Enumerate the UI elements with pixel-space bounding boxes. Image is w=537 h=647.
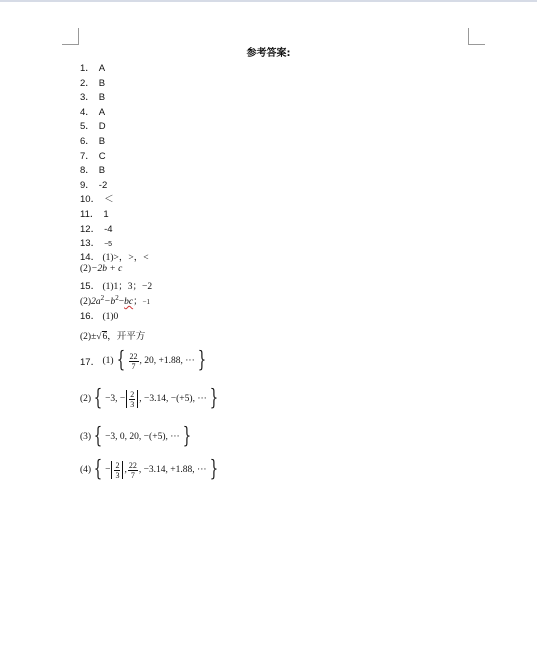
abs-bar [111,461,112,479]
answer-row [80,118,106,132]
answer-value: -4 [104,223,113,235]
left-brace: { [93,386,103,411]
answer-value: A [98,106,106,118]
answer-number: 13． [80,238,101,250]
answer-number: 11． [80,209,100,220]
answer-value: −5 [104,241,113,249]
answer-value: 1 [103,209,109,220]
answer-row [80,221,113,235]
answer-14-part2: (2)−2b + c [80,264,123,274]
answer-number: 1． [80,63,95,74]
fraction: $\frac{2}{3}$ [115,460,120,480]
answer-number: 4． [80,106,95,118]
left-brace: { [93,457,103,482]
left-brace: { [93,424,103,449]
answer-17-part2: (2) { −3, − $\frac{2}{3}$ , −3.14, −(+5), ··· } [80,386,219,411]
page-corner-mark [62,28,79,45]
fraction: $\frac{22}{7}$ [129,351,138,371]
page-corner-mark [468,28,485,45]
answer-row [80,191,114,205]
abs-bar [126,390,127,408]
answer-value: B [98,136,106,147]
answer-row [80,235,112,249]
answer-17-part4: (4) { − $\frac{2}{3}$ , $\frac{22}{7}$ , −3.14, +1.88, ··· } [80,457,218,482]
answer-value: B [98,77,106,89]
answer-number: 3． [80,92,95,104]
answer-row [80,133,105,147]
fraction: $\frac{22}{7}$ [128,460,137,480]
answer-row [80,60,105,74]
answer-row [80,162,105,176]
right-brace: } [209,386,219,411]
answer-17-part1: 17． (1) { $\frac{22}{7}$ , 20, +1.88, ··· } [80,348,206,373]
answer-value: C [98,150,106,162]
left-brace: { [116,348,125,373]
answer-number: 7． [80,150,95,162]
answer-number: 6． [80,136,95,147]
answer-15-part2: $(2)2a^2-b^2-bc$；−1 [80,293,151,307]
top-border [0,0,537,2]
fraction: $\frac{2}{3}$ [130,389,135,409]
answer-17-part3: (3) { −3, 0, 20, −(+5), ··· } [80,424,191,449]
answer-value: D [98,121,106,133]
page-title: 参考答案: [246,48,291,59]
answer-number: 9． [80,179,95,191]
answer-row [80,89,105,103]
answer-number: 12． [80,223,101,235]
answer-value: B [98,92,106,104]
answer-row [80,206,109,220]
answer-16-part2: (2)±√6，开平方 [80,331,146,342]
answer-value: -2 [98,179,108,191]
answer-value: ＜ [104,194,114,206]
answer-number: 5． [80,121,95,133]
answer-row [80,148,106,162]
right-brace: } [209,457,218,482]
right-brace: } [182,424,191,449]
answer-15: 15． (1)1；3；−2 [80,281,153,292]
answer-number: 8． [80,165,95,177]
answer-number: 2． [80,77,95,89]
answer-row [80,104,105,118]
answer-14: 14． (1)>，>，< [80,252,149,263]
answer-value: A [98,63,106,74]
right-brace: } [197,348,206,373]
answer-row [80,177,107,191]
answer-value: B [98,165,106,177]
answer-number: 10． [80,194,101,206]
answer-row [80,75,105,89]
answer-16: 16． (1)0 [80,311,119,322]
